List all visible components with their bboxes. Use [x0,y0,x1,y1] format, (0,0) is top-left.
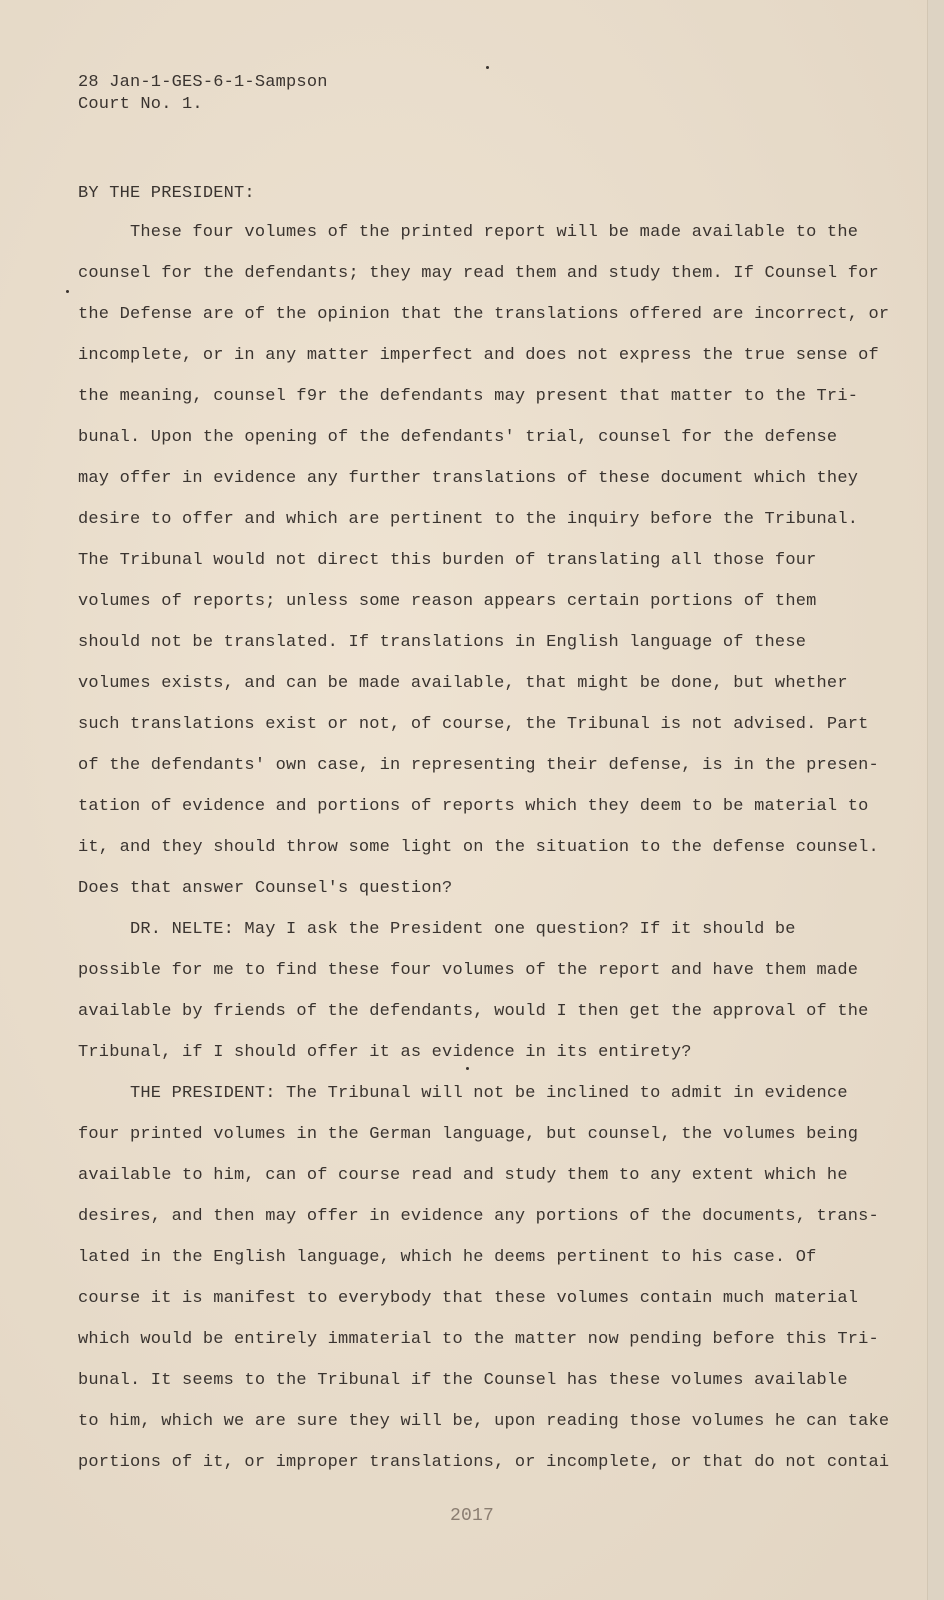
transcript-line: four printed volumes in the German language, but counsel, the volumes being [78,1125,859,1144]
transcript-line: desire to offer and which are pertinent to the inquiry before the Tribunal. [78,510,859,529]
transcript-body [78,176,890,1483]
header-court: Court No. 1. [78,95,203,114]
paper-edge [927,0,944,1600]
document-header [78,72,328,116]
transcript-line: of the defendants' own case, in representing their defense, is in the presen- [78,756,879,775]
transcript-line: DR. NELTE: May I ask the President one question? If it should be [130,920,796,939]
transcript-line: available to him, can of course read and study them to any extent which he [78,1166,848,1185]
transcript-line: portions of it, or improper translations, or incomplete, or that do not contai [78,1453,890,1472]
transcript-line: desires, and then may offer in evidence any portions of the documents, trans- [78,1207,879,1226]
ink-speck [466,1067,469,1070]
transcript-line: course it is manifest to everybody that these volumes contain much material [78,1289,859,1308]
transcript-line: may offer in evidence any further translations of these document which they [78,469,859,488]
transcript-line: to him, which we are sure they will be, upon reading those volumes he can take [78,1412,890,1431]
header-reference: 28 Jan-1-GES-6-1-Sampson [78,73,328,92]
transcript-line: Tribunal, if I should offer it as evidence in its entirety? [78,1043,692,1062]
speaker-heading: BY THE PRESIDENT: [78,184,255,203]
transcript-line: tation of evidence and portions of reports which they deem to be material to [78,797,869,816]
transcript-line: available by friends of the defendants, would I then get the approval of the [78,1002,869,1021]
transcript-line: such translations exist or not, of course, the Tribunal is not advised. Part [78,715,869,734]
transcript-line: bunal. Upon the opening of the defendants' trial, counsel for the defense [78,428,838,447]
transcript-line: incomplete, or in any matter imperfect and does not express the true sense of [78,346,879,365]
transcript-line: These four volumes of the printed report will be made available to the [130,223,859,242]
transcript-line: the Defense are of the opinion that the translations offered are incorrect, or [78,305,890,324]
transcript-line: should not be translated. If translations in English language of these [78,633,807,652]
ink-speck [486,66,489,69]
transcript-line: it, and they should throw some light on the situation to the defense counsel. [78,838,879,857]
transcript-line: lated in the English language, which he deems pertinent to his case. Of [78,1248,817,1267]
page-number: 2017 [449,1506,494,1526]
transcript-line: volumes of reports; unless some reason appears certain portions of them [78,592,817,611]
transcript-line: Does that answer Counsel's question? [78,879,453,898]
transcript-line: counsel for the defendants; they may read them and study them. If Counsel for [78,264,879,283]
transcript-line: possible for me to find these four volumes of the report and have them made [78,961,859,980]
transcript-line: which would be entirely immaterial to the matter now pending before this Tri- [78,1330,879,1349]
transcript-line: bunal. It seems to the Tribunal if the Counsel has these volumes available [78,1371,848,1390]
transcript-line: THE PRESIDENT: The Tribunal will not be inclined to admit in evidence [130,1084,848,1103]
transcript-line: the meaning, counsel f9r the defendants may present that matter to the Tri- [78,387,859,406]
transcript-line: volumes exists, and can be made available, that might be done, but whether [78,674,848,693]
transcript-line: The Tribunal would not direct this burden of translating all those four [78,551,817,570]
ink-speck [66,290,69,293]
